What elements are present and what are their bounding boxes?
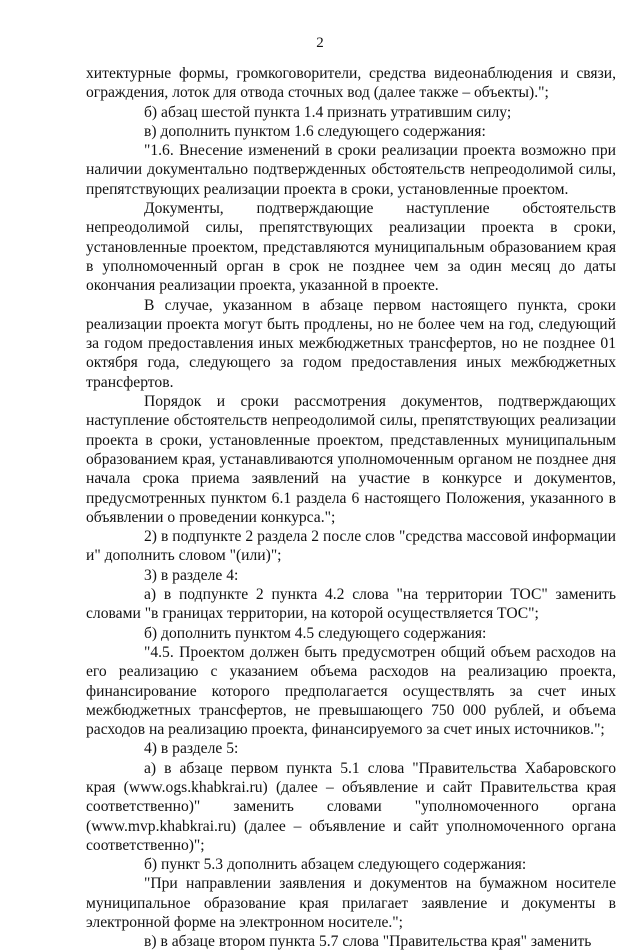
paragraph-13: 4) в разделе 5: bbox=[144, 740, 239, 758]
paragraph-9: 3) в разделе 4: bbox=[144, 566, 239, 584]
paragraph-3: в) дополнить пунктом 1.6 следующего содержания: bbox=[144, 122, 486, 140]
paragraph-11: б) дополнить пунктом 4.5 следующего содержания: bbox=[144, 624, 487, 642]
document-body bbox=[86, 64, 616, 952]
paragraph-2: б) абзац шестой пункта 1.4 признать утратившим силу; bbox=[144, 103, 512, 121]
paragraph-6: В случае, указанном в абзаце первом настоящего пункта, сроки реализации проекта могут быть продлены, но не более чем на год, следующий за годом предоставления иных межбюджетных трансфертов, но не позднее 01 октября года, следующего за годом предоставления иных межбюджетных трансфертов. bbox=[86, 296, 616, 391]
paragraph-15: б) пункт 5.3 дополнить абзацем следующего содержания: bbox=[144, 856, 527, 874]
paragraph-7: Порядок и сроки рассмотрения документов, подтверждающих наступление обстоятельств непреодолимой силы, препятствующих реализации проекта в сроки, установленные проектом, представленных муниципальным образованием края, устанавливаются уполномоченным органом не позднее дня начала срока приема заявлений на участие в конкурсе и документов, предусмотренных пунктом 6.1 раздела 6 настоящего Положения, указанного в объявлении о проведении конкурса."; bbox=[86, 393, 616, 526]
paragraph-4: "1.6. Внесение изменений в сроки реализации проекта возможно при наличии документально подтвержденных обстоятельств непреодолимой силы, препятствующих реализации проекта в сроки, установленные проектом. bbox=[86, 142, 616, 198]
paragraph-14: а) в абзаце первом пункта 5.1 слова "Правительства Хабаровского края (www.ogs.khabkrai.ru) (далее – объявление и сайт Правительства края соответственно)" заменить словами "уполномоченного органа (www.mvp.khabkrai.ru) (далее – объявление и сайт уполномоченного органа соответственно)"; bbox=[86, 759, 616, 854]
paragraph-17: в) в абзаце втором пункта 5.7 слова "Правительства края" заменить bbox=[144, 933, 592, 951]
paragraph-16: "При направлении заявления и документов на бумажном носителе муниципальное образование края прилагает заявление и документы в электронной форме на электронном носителе."; bbox=[86, 875, 616, 932]
page-number: 2 bbox=[316, 35, 324, 51]
paragraph-12: "4.5. Проектом должен быть предусмотрен общий объем расходов на его реализацию с указанием объема расходов на реализацию проекта, финансирование которого предполагается осуществлять за счет иных межбюджетных трансфертов, не превышающего 750 000 рублей, и объема расходов на реализацию проекта, финансируемого за счет иных источников."; bbox=[86, 643, 616, 739]
paragraph-5: Документы, подтверждающие наступление обстоятельств непреодолимой силы, препятствующих реализации проекта в сроки, установленные проектом, представляются муниципальным образованием края в уполномоченный орган в срок не позднее чем за один месяц до даты окончания реализации проекта, указанной в проекте. bbox=[86, 200, 616, 295]
paragraph-10: а) в подпункте 2 пункта 4.2 слова "на территории ТОС" заменить словами "в границах территории, на которой осуществляется ТОС"; bbox=[86, 586, 616, 623]
paragraph-8: 2) в подпункте 2 раздела 2 после слов "средства массовой информации и" дополнить словом "(или)"; bbox=[86, 528, 616, 565]
paragraph-1: хитектурные формы, громкоговорители, средства видеонаблюдения и связи, ограждения, лоток для отвода сточных вод (далее также – объекты)."; bbox=[86, 65, 616, 102]
